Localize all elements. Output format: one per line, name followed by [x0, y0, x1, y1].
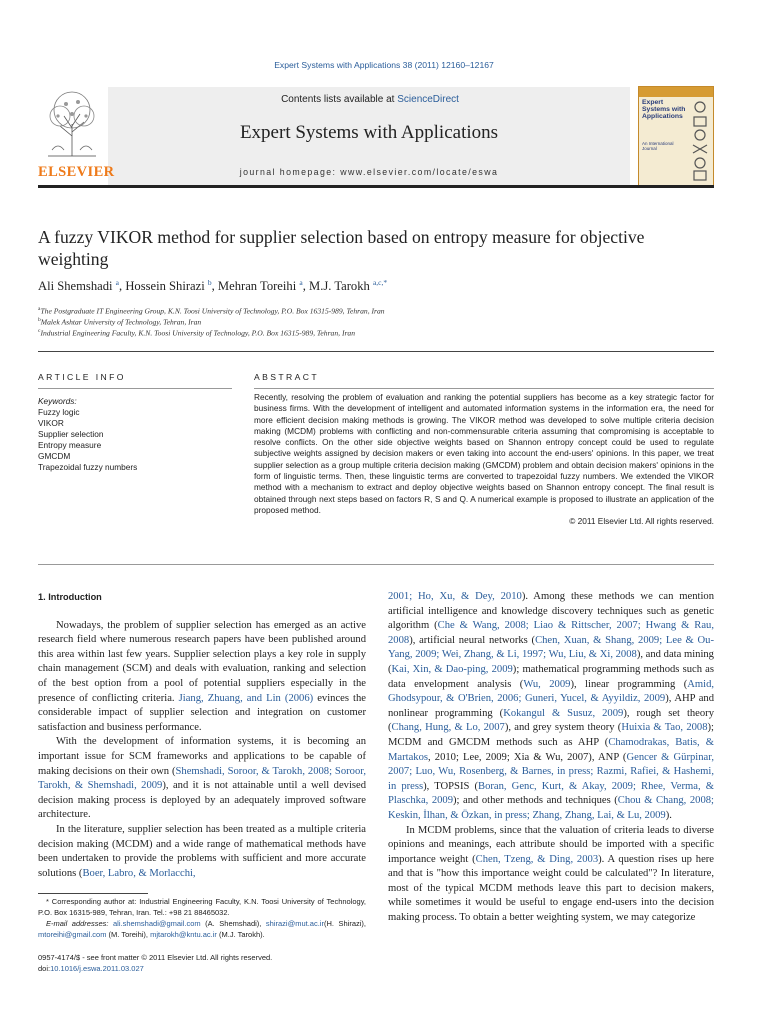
- doi-prefix: doi:: [38, 964, 51, 973]
- author-name: M.J. Tarokh: [309, 279, 373, 294]
- text: ).: [665, 809, 672, 821]
- author-name: Ali Shemshadi: [38, 279, 116, 294]
- keyword: VIKOR: [38, 418, 64, 428]
- title-rule: [38, 351, 714, 352]
- author-separator: ,: [119, 279, 126, 294]
- keyword: Supplier selection: [38, 429, 104, 439]
- doi-link[interactable]: 10.1016/j.eswa.2011.03.027: [50, 964, 144, 973]
- text: (A. Shemshadi),: [200, 919, 266, 928]
- citation-link[interactable]: Chang, Hung, & Lo, 2007: [391, 722, 505, 734]
- intro-paragraph-2: [38, 735, 366, 823]
- author-affiliation-marker[interactable]: a: [115, 278, 120, 287]
- citation-link[interactable]: Che & Wang, 2008; Liao & Rittscher, 2007; Hwang & Rau, 2008: [388, 620, 714, 646]
- intro-paragraph-4: [388, 824, 714, 926]
- abstract-heading: ABSTRACT: [254, 372, 320, 382]
- author-name: Mehran Toreihi: [217, 279, 300, 294]
- text: ), linear programming (: [570, 678, 688, 690]
- affiliation-text: The Postgraduate IT Engineering Group, K.N. Toosi University of Technology, P.O. Box 16315-989, Tehran, Iran: [40, 306, 385, 316]
- contents-prefix: Contents lists available at: [281, 94, 398, 105]
- text: (M.J. Tarokh).: [216, 930, 265, 939]
- affiliation-b: [38, 317, 714, 327]
- elsevier-wordmark: ELSEVIER: [38, 164, 115, 180]
- footnote-rule: [38, 893, 148, 894]
- citation-link[interactable]: Boran, Genc, Kurt, & Akay, 2009; Rhee, Verma, & Plaschka, 2009: [388, 780, 714, 807]
- citation-link[interactable]: Amid, Ghodsypour, & O'Brien, 2006; Guneri, Yucel, & Ayyildiz, 2009: [388, 678, 715, 705]
- cover-subtitle: An International Journal: [642, 141, 674, 151]
- text: ). Among these methods we can mention artificial intelligence and knowledge discovery techniques such as genetic algorithm (: [388, 591, 714, 632]
- elsevier-tree-logo-icon: [38, 86, 106, 158]
- text: evinces the considerable impact of supplier selection and integration on customer satisfaction and business performance.: [38, 692, 366, 733]
- citation-link[interactable]: Shemshadi, Soroor, & Tarokh, 2008; Soroor, Tarokh, & Shemshadi, 2009: [38, 765, 366, 792]
- email-link[interactable]: ali.shemshadi@gmail.com: [113, 919, 201, 928]
- body-column-right: [388, 590, 714, 926]
- text: In the literature, supplier selection has been treated as a multiple criteria decision making (MCDM) and a wide range of mathematical methods have been undertaken to provide the problems with sufficient and more accurate solutions (: [38, 823, 366, 879]
- journal-reference[interactable]: Expert Systems with Applications 38 (2011) 12160–12167: [274, 60, 494, 70]
- journal-homepage[interactable]: journal homepage: www.elsevier.com/locate/eswa: [239, 167, 499, 177]
- text: ); mathematical programming methods such as data envelopment analysis (: [388, 663, 714, 690]
- text: ); and other methods and techniques (: [453, 795, 618, 807]
- email-link[interactable]: shirazi@mut.ac.ir: [265, 919, 324, 928]
- affiliation-text: Industrial Engineering Faculty, K.N. Toosi University of Technology, P.O. Box 16315-989, Tehran, Iran: [40, 328, 356, 338]
- author-affiliation-marker[interactable]: b: [207, 278, 212, 287]
- citation-link[interactable]: Chen, Xuan, & Shang, 2009; Lee & Ou-Yang, 2009; Wei, Zhang, & Li, 1997; Wu, Liu, & Xi, 2008: [388, 634, 714, 661]
- paper-title: A fuzzy VIKOR method for supplier selection based on entropy measure for objective weighting: [38, 227, 645, 269]
- abstract-text: [254, 392, 714, 528]
- citation-link[interactable]: Gencer & Gürpinar, 2007; Luo, Wu, Rosenberg, & Barnes, in press; Razmi, Rafiei, & Hashemi, in press: [388, 751, 714, 792]
- contents-line: [110, 94, 630, 105]
- text: ), artificial neural networks (: [409, 634, 536, 646]
- article-info-rule: [38, 388, 232, 389]
- citation-link[interactable]: Chou & Chang, 2008; Keskin, İlhan, & Özkan, in press; Zhang, Zhang, Lai, & Lu, 2009: [388, 795, 714, 821]
- citation-link[interactable]: Boer, Labro, & Morlacchi,: [82, 867, 196, 879]
- citation-link[interactable]: Huixia & Tao, 2008: [621, 722, 708, 734]
- email-addresses: [38, 918, 366, 940]
- text: Nowadays, the problem of supplier selection has emerged as an active research field where numerous research papers have been published around this area within last few years. Supplier selection plays a key role in supply chain management (SCM) and deals with evaluation, ranking and selection of the best option from a pool of potential suppliers especially in the presence of conflicting criteria.: [38, 619, 366, 704]
- intro-paragraph-3: [38, 823, 366, 881]
- abstract-rule: [254, 388, 714, 389]
- text: With the development of information systems, it is becoming an important issue for SCM frameworks and applications to be capable of making decisions on their own (: [38, 736, 366, 777]
- intro-paragraph-3-continued: [388, 590, 714, 824]
- sciencedirect-link[interactable]: ScienceDirect: [397, 94, 459, 105]
- citation-link[interactable]: Kokangul & Susuz, 2009: [503, 707, 624, 719]
- journal-cover-thumbnail[interactable]: [638, 86, 714, 186]
- author-separator: ,: [211, 279, 218, 294]
- body-column-left: [38, 590, 366, 881]
- text: ), rough set theory (: [388, 707, 715, 734]
- text: ). A question rises up here and that is "how this importance weight could be calculated"? In literature, most of the typical MCDM methods leave this part to decision makers, while sometimes it would be useful to engage end-users into the decision making process. To obtain a better weighting system, we may categorize: [388, 853, 715, 924]
- citation-link[interactable]: Chamodrakas, Batis, & Martakos: [388, 736, 714, 763]
- cover-top-strip: [639, 87, 713, 97]
- cover-title: Expert Systems with Applications: [642, 99, 686, 120]
- journal-title: Expert Systems with Applications: [239, 122, 499, 143]
- citation-link[interactable]: Jiang, Zhuang, and Lin (2006): [178, 692, 314, 704]
- section-heading-introduction: 1. Introduction: [38, 592, 102, 602]
- affiliation-text: Malek Ashtar University of Technology, Tehran, Iran: [40, 317, 202, 327]
- keywords-label: Keywords:: [38, 396, 77, 406]
- doi-line: [38, 963, 366, 974]
- footnote-block: [38, 896, 366, 940]
- keywords-block: [38, 396, 232, 473]
- article-info-heading: ARTICLE INFO: [38, 372, 126, 382]
- text: In MCDM problems, since that the valuation of criteria leads to diverse opinions and meanings, each attribute should be imported with a specific importance weight (: [388, 824, 714, 865]
- author-name: Hossein Shirazi: [125, 279, 208, 294]
- affiliation-marker: b: [38, 317, 41, 323]
- citation-link[interactable]: Wu, 2009: [523, 678, 571, 690]
- email-link[interactable]: mtoreihi@gmail.com: [38, 930, 107, 939]
- author-affiliation-marker[interactable]: a: [299, 278, 303, 287]
- keyword: Trapezoidal fuzzy numbers: [38, 462, 138, 472]
- email-link[interactable]: mjtarokh@kntu.ac.ir: [150, 930, 217, 939]
- text: ), and it is not attainable until a well devised decision making process is deployed by an adequately improved software architecture.: [38, 780, 367, 821]
- affiliation-c: [38, 328, 714, 338]
- issn-doi-block: [38, 952, 366, 974]
- author-list: [38, 278, 714, 294]
- header-rule: [38, 185, 714, 188]
- citation-link[interactable]: Kai, Xin, & Dao-ping, 2009: [391, 663, 513, 675]
- keyword: Entropy measure: [38, 440, 102, 450]
- text: ); MCDM and GMCDM methods such as AHP (: [388, 722, 714, 748]
- text: ), TOPSIS (: [423, 780, 479, 792]
- cover-pattern-icon: [689, 99, 711, 183]
- email-label: E-mail addresses:: [46, 919, 109, 928]
- author-affiliation-marker[interactable]: a,c,*: [372, 278, 388, 287]
- corresponding-author-note: * Corresponding author at: Industrial Engineering Faculty, K.N. Toosi University of Technology, P.O. Box 16315-989, Tehran, Iran. Tel.: +98 21 88465032.: [38, 897, 366, 917]
- abstract-copyright: © 2011 Elsevier Ltd. All rights reserved.: [569, 516, 714, 527]
- text: ), and grey system theory (: [504, 722, 622, 734]
- citation-link[interactable]: 2001; Ho, Xu, & Dey, 2010: [388, 591, 522, 602]
- affiliation-marker: c: [38, 328, 41, 334]
- citation-link[interactable]: Chen, Tzeng, & Ding, 2003: [475, 853, 599, 865]
- keyword: GMCDM: [38, 451, 71, 461]
- text: (M. Toreihi),: [106, 930, 151, 939]
- affiliation-marker: a: [38, 306, 41, 312]
- issn-line: 0957-4174/$ - see front matter © 2011 Elsevier Ltd. All rights reserved.: [38, 953, 273, 962]
- abstract-body: Recently, resolving the problem of evaluation and ranking the potential suppliers has become as a key strategic factor for business firms. With the development of intelligent and automated information systems in the information era, the need for more efficient decision making methods is growing. The VIKOR method was developed to solve multiple criteria decision making (MCDM) problems with conflicting and non-commensurable criteria assuming that compromising is acceptable to resolve conflicts. On the other side objective weights based on Shannon entropy concept could be used to regulate subjective weights assigned by decision makers or even taking into account the end-users' opinions. In this paper, we treat supplier selection as a group multiple criteria decision making (GMCDM) problem and obtain decision makers' opinions in the form of linguistic terms. Then, these linguistic terms are converted to trapezoidal fuzzy numbers. We extended the VIKOR method with a mechanism to extract and deploy objective weights based on Shannon entropy concept. The final result is obtained through next steps based on factors R, S and Q. A numerical example is proposed to illustrate an application of the proposed method.: [254, 392, 714, 515]
- abstract-bottom-rule: [38, 564, 714, 565]
- intro-paragraph-1: [38, 619, 366, 736]
- text: ), and data mining (: [388, 649, 714, 675]
- text: (H. Shirazi),: [323, 919, 366, 928]
- text: , 2010; Lee, 2009; Xia & Wu, 2007), ANP (: [428, 751, 627, 763]
- affiliation-a: [38, 306, 714, 316]
- text: ), AHP and nonlinear programming (: [388, 693, 715, 719]
- keyword: Fuzzy logic: [38, 407, 80, 417]
- author-separator: ,: [302, 279, 309, 294]
